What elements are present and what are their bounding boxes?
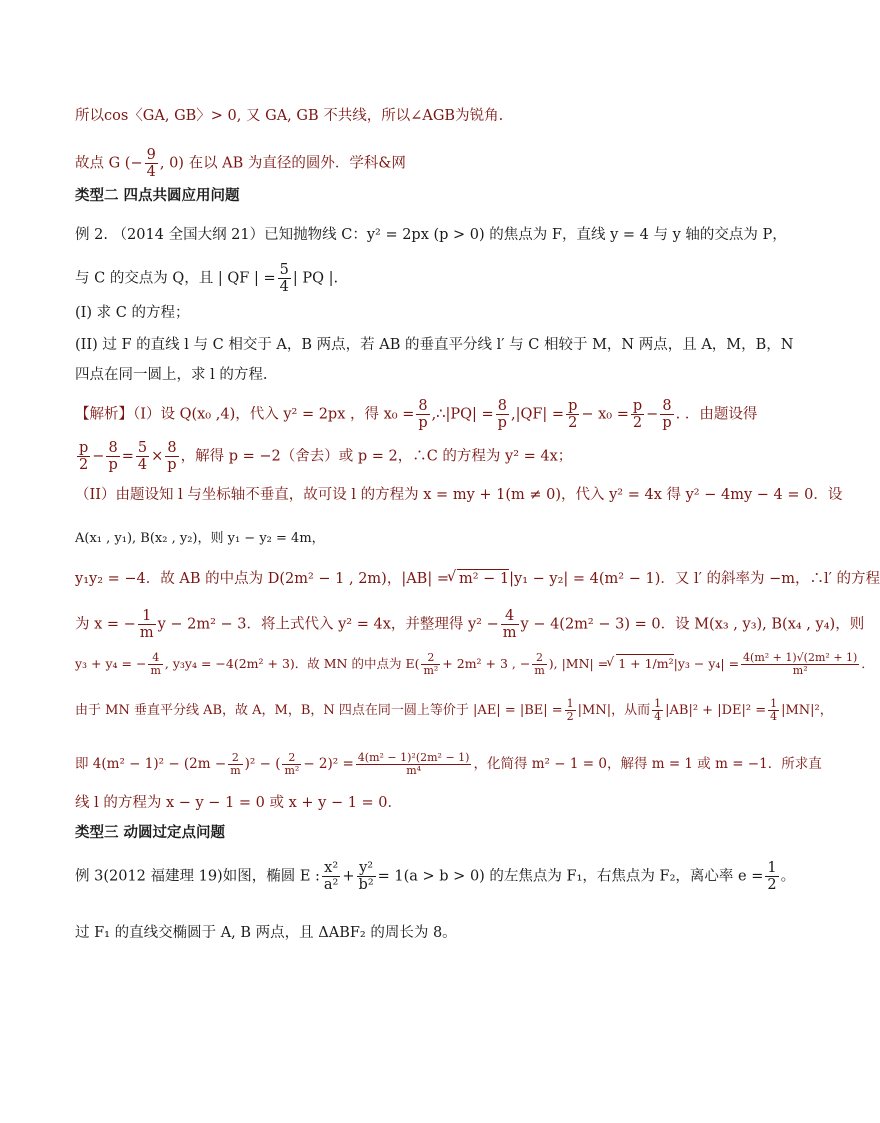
- text: 所以cos〈GA, GB〉> 0, 又 GA, GB 不共线，所以∠AGB为锐角.: [75, 108, 504, 124]
- example3-statement-cont: 过 F₁ 的直线交椭圆于 A, B 两点，且 ΔABF₂ 的周长为 8。: [75, 925, 457, 941]
- example2-statement-cont: 与 C 的交点为 Q，且 | QF | = $\frac{5}{4}$ | PQ |.: [75, 262, 339, 295]
- solution-part2-points: A(x₁ , y₁), B(x₂ , y₂)，则 y₁ − y₂ = 4m，: [75, 531, 325, 546]
- solution-part2-answer: 线 l 的方程为 x − y − 1 = 0 或 x + y − 1 = 0．: [75, 795, 403, 811]
- question-2: (II) 过 F 的直线 l 与 C 相交于 A，B 两点，若 AB 的垂直平分线 l′ 与 C 相较于 M，N 两点，且 A，M，B，N: [75, 337, 794, 353]
- solution-part2-midpoint: y₁y₂ = −4．故 AB 的中点为 D(2m² − 1 , 2m)，|AB| =√ m² − 1|y₁ − y₂| = 4(m² − 1)．又 l′ 的斜率为 −m，∴l′ 的方程: [75, 568, 754, 590]
- solution-part2: （II）由题设知 l 与坐标轴不垂直，故可设 l 的方程为 x = my + 1(m ≠ 0)，代入 y² = 4x 得 y² − 4my − 4 = 0．设: [75, 487, 843, 503]
- text: , 0) 在以 AB 为直径的圆外．学科&网: [159, 155, 406, 172]
- solution-part2-perp-bisector: 为 x = − $\frac{1}{m}$ y − 2m² − 3．将上式代入 y² = 4x，并整理得 y² − $\frac{4}{m}$ y − 4(2m² − 3) = 0．设 M(x₃ , y₃), B(x₄ , y₄)，则: [75, 608, 865, 641]
- fraction: $\frac{5}{4}$: [279, 262, 289, 295]
- section-heading-type2: 类型二 四点共圆应用问题: [75, 188, 240, 204]
- question-1: (I) 求 C 的方程；: [75, 305, 190, 321]
- example2-statement: 例 2. （2014 全国大纲 21）已知抛物线 C：y² = 2px (p > 0) 的焦点为 F，直线 y = 4 与 y 轴的交点为 P，: [75, 227, 787, 243]
- section-heading-type3: 类型三 动圆过定点问题: [75, 825, 226, 841]
- question-2-cont: 四点在同一圆上，求 l 的方程.: [75, 367, 268, 383]
- example3-statement: 例 3(2012 福建理 19)如图，椭圆 E : $\frac{\text{x²}}{\text{a²}}$ + $\frac{\text{y²}}{\text{b²}}$ = 1(a > b > 0) 的左焦点为 F₁，右焦点为 F₂，离心率 e = $\frac{1}{2}$ 。: [75, 860, 796, 893]
- text: 故点 G (: [75, 155, 131, 172]
- solution-part2-mn-midpoint: y₃ + y₄ = − $\frac{4}{m}$ , y₃y₄ = −4(2m² + 3)．故 MN 的中点为 E( $\frac{2}{\text{m²}}$ + 2m² + 3 , − $\frac{2}{m}$ ), |MN| =√ 1 + 1/m²|y₃ − y₄| = $\frac{\text{4(m² + 1)√(2m² + 1)}}{\text{m²}}$ ．: [75, 652, 754, 677]
- solution-part1: 【解析】（I）设 Q(x₀ ,4)，代入 y² = 2px ，得 x₀ = $\frac{8}{p}$ ,∴|PQ| = $\frac{8}{p}$ ,|QF| = $\frac{p}{2}$ − x₀ = $\frac{p}{2}$ − $\frac{8}{p}$ . ．由题设得: [75, 398, 758, 431]
- fraction: $\frac{9}{4}$: [146, 147, 156, 180]
- solution-part1-cont: $\frac{p}{2}$ − $\frac{8}{p}$ = $\frac{5}{4}$ × $\frac{8}{p}$ ，解得 p = −2（舍去）或 p = 2，∴C 的方程为 y² = 4x；: [79, 440, 573, 473]
- conclusion-outside-circle: 故点 G (− $\frac{9}{4}$ , 0) 在以 AB 为直径的圆外．学科&网: [75, 147, 406, 180]
- solution-part2-equation: 即 4(m² − 1)² − (2m − $\frac{2}{m}$ )² − ( $\frac{2}{\text{m²}}$ − 2)² = $\frac{\text{4(m² − 1)²(2m² − 1)}}{\text{m⁴}}$ ，化简得 m² − 1 = 0，解得 m = 1 或 m = −1．所求直: [75, 751, 822, 777]
- solution-part2-concyclic: 由于 MN 垂直平分线 AB，故 A，M，B，N 四点在同一圆上等价于 |AE| = |BE| = $\frac{1}{2}$ |MN|，从而 $\frac{1}{4}$ |AB|² + |DE|² = $\frac{1}{4}$ |MN|²，: [75, 697, 833, 723]
- conclusion-acute-angle: [75, 105, 754, 127]
